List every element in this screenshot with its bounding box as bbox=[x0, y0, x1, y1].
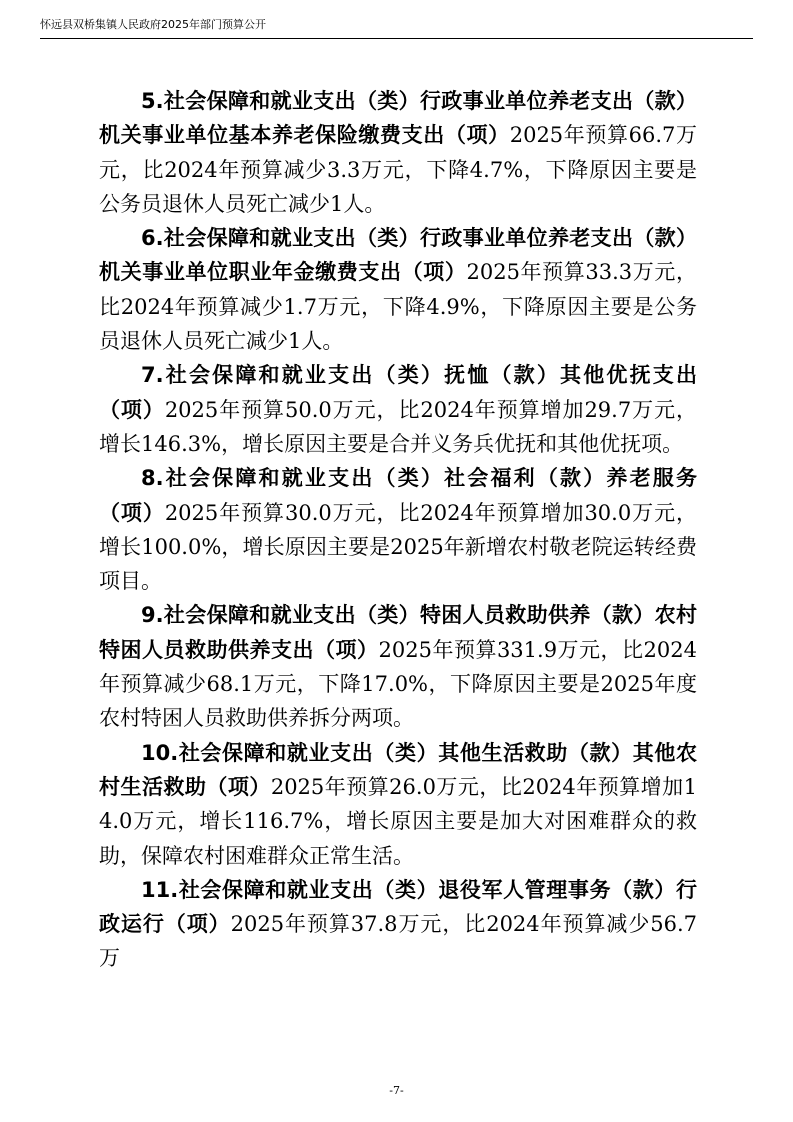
paragraph-text: 2025年预算66.7万元，比2024年预算减少3.3万元，下降4.7%，下降原因主要是公务员退休人员死亡减少1人。 bbox=[99, 123, 698, 216]
paragraph-text: 2025年预算26.0万元，比2024年预算增加14.0万元，增长116.7%，增长原因主要是加大对困难群众的救助，保障农村困难群众正常生活。 bbox=[99, 774, 697, 868]
document-header-title: 怀远县双桥集镇人民政府2025年部门预算公开 bbox=[40, 18, 266, 31]
paragraph-heading: 5.社会保障和就业支出（类）行政事业单位养老支出（款）机关事业单位基本养老保险缴费支出（项） bbox=[99, 89, 697, 148]
paragraph-item-9 bbox=[99, 598, 697, 735]
paragraph-item-10 bbox=[99, 736, 697, 873]
paragraph-text: 2025年预算331.9万元，比2024年预算减少68.1万元，下降17.0%，下降原因主要是2025年度农村特困人员救助供养拆分两项。 bbox=[99, 637, 697, 731]
paragraph-text: 2025年预算30.0万元，比2024年预算增加30.0万元，增长100.0%，增长原因主要是2025年新增农村敬老院运转经费项目。 bbox=[99, 500, 698, 594]
paragraph-item-5 bbox=[99, 84, 697, 221]
paragraph-heading: 11.社会保障和就业支出（类）退役军人管理事务（款）行政运行（项） bbox=[99, 877, 697, 937]
paragraph-text: 2025年预算37.8万元，比2024年预算减少56.7万 bbox=[99, 912, 698, 971]
paragraph-heading: 7.社会保障和就业支出（类）抚恤（款）其他优抚支出（项） bbox=[99, 363, 697, 422]
paragraph-heading: 10.社会保障和就业支出（类）其他生活救助（款）其他农村生活救助（项） bbox=[99, 740, 697, 799]
document-body bbox=[99, 84, 697, 976]
paragraph-item-11 bbox=[99, 873, 697, 976]
paragraph-text: 2025年预算50.0万元，比2024年预算增加29.7万元，增长146.3%，增长原因主要是合并义务兵优抚和其他优抚项。 bbox=[99, 397, 698, 456]
paragraph-item-6 bbox=[99, 221, 697, 358]
paragraph-heading: 6.社会保障和就业支出（类）行政事业单位养老支出（款）机关事业单位职业年金缴费支出（项） bbox=[99, 226, 697, 285]
paragraph-item-7 bbox=[99, 358, 697, 461]
page-number: -7- bbox=[389, 1084, 404, 1097]
paragraph-heading: 8.社会保障和就业支出（类）社会福利（款）养老服务（项） bbox=[99, 466, 697, 525]
paragraph-heading: 9.社会保障和就业支出（类）特困人员救助供养（款）农村特困人员救助供养支出（项） bbox=[99, 603, 697, 662]
paragraph-text: 2025年预算33.3万元，比2024年预算减少1.7万元，下降4.9%，下降原因主要是公务员退休人员死亡减少1人。 bbox=[99, 260, 698, 354]
paragraph-item-8 bbox=[99, 461, 697, 598]
header-divider bbox=[40, 38, 753, 39]
